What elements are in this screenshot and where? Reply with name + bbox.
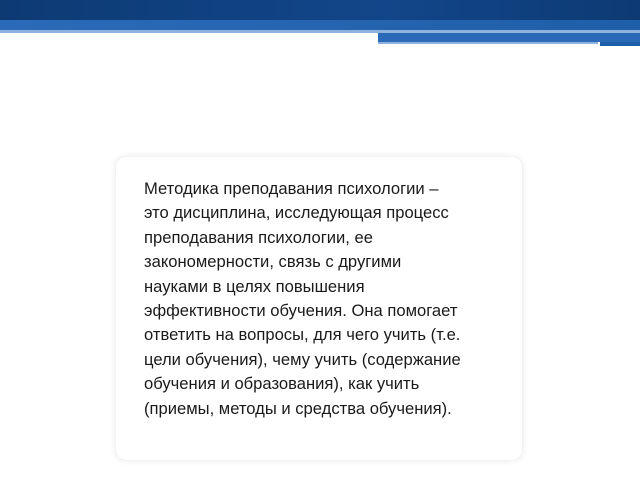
body-line: науками в целях повышения xyxy=(144,276,365,296)
body-line: обучения и образования), как учить xyxy=(144,374,420,394)
header-dark-bar xyxy=(0,0,640,20)
header-accent-line xyxy=(378,42,598,44)
header-accent-tail xyxy=(600,42,640,46)
header-mid-bar xyxy=(0,20,640,30)
header-light-stripe xyxy=(0,30,640,33)
header-accent-block xyxy=(378,33,640,42)
body-line: (приемы, методы и средства обучения). xyxy=(144,398,452,418)
body-line: это дисциплина, исследующая процесс xyxy=(144,203,449,223)
body-line: преподавания психологии, ее xyxy=(144,227,373,247)
body-line: эффективности обучения. Она помогает xyxy=(144,301,458,321)
body-line: ответить на вопросы, для чего учить (т.е. xyxy=(144,325,461,345)
body-paragraph xyxy=(144,177,514,421)
body-line: цели обучения), чему учить (содержание xyxy=(144,349,461,369)
header-decoration-band xyxy=(0,0,640,46)
body-line: Методика преподавания психологии – xyxy=(144,179,439,198)
body-line: закономерности, связь с другими xyxy=(144,252,402,272)
